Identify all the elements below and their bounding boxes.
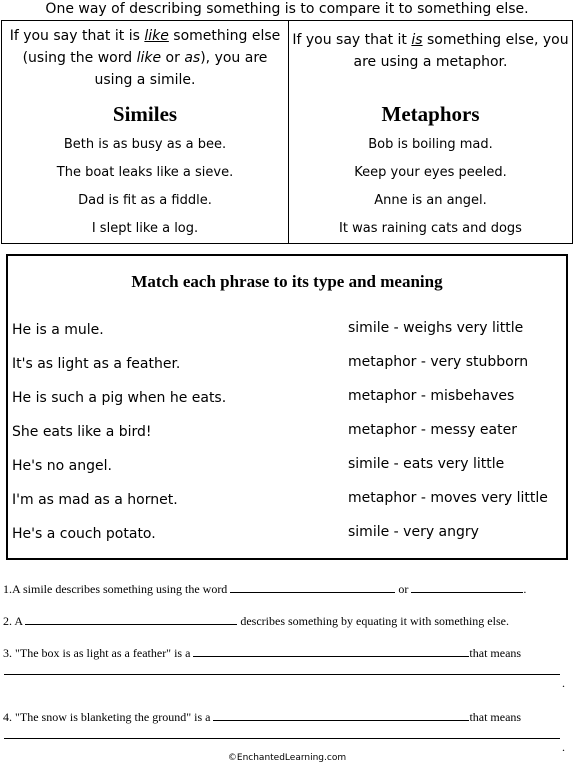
phrase-item: He is such a pig when he eats. — [12, 390, 227, 406]
metaphors-heading: Metaphors — [381, 102, 480, 126]
simile-example: Beth is as busy as a bee. — [63, 137, 227, 152]
question-4-that-means: that means — [469, 710, 522, 724]
question-1-blank-2[interactable] — [411, 580, 523, 593]
question-1-period: . — [523, 582, 527, 596]
metaphor-def-text-2: something else, you are using a metaphor. — [353, 32, 569, 70]
meaning-item: simile - very angry — [348, 524, 479, 540]
question-3-that-means: that means — [469, 646, 522, 660]
question-4 — [3, 708, 521, 725]
metaphor-definition — [289, 21, 572, 97]
phrase-item: I'm as mad as a hornet. — [12, 492, 178, 508]
simile-def-text-4: ), you are using a simile. — [94, 50, 268, 88]
question-2-blank[interactable] — [25, 612, 237, 625]
matching-title: Match each phrase to its type and meaning — [131, 272, 443, 291]
simile-def-keyword-like: like — [144, 28, 169, 44]
question-1-blank-1[interactable] — [230, 580, 395, 593]
phrase-item: It's as light as a feather. — [12, 356, 181, 372]
question-3-end-period: . — [562, 676, 565, 690]
question-3 — [3, 644, 521, 661]
matching-exercise — [6, 254, 568, 560]
meaning-item: metaphor - messy eater — [348, 422, 517, 438]
question-2 — [3, 612, 509, 629]
phrase-item: He is a mule. — [12, 322, 104, 338]
metaphor-example: It was raining cats and dogs — [339, 221, 522, 236]
question-4-text: 4. "The snow is blanketing the ground" is a — [3, 710, 211, 724]
simile-def-text-2: something else (using the word — [22, 28, 281, 66]
definitions-box — [1, 20, 573, 244]
metaphor-example: Bob is boiling mad. — [368, 137, 493, 152]
question-2-text: 2. A — [3, 614, 23, 628]
similes-heading: Similes — [112, 102, 178, 126]
intro-sentence: One way of describing something is to compare it to something else. — [45, 1, 529, 17]
simile-example: I slept like a log. — [91, 221, 199, 236]
simile-def-word-as: as — [184, 50, 201, 66]
question-3-text: 3. "The box is as light as a feather" is a — [3, 646, 191, 660]
question-3-type-blank[interactable] — [193, 644, 469, 657]
metaphor-example: Anne is an angel. — [374, 193, 487, 208]
phrase-item: She eats like a bird! — [12, 424, 152, 440]
simile-def-text-1: If you say that it is — [9, 28, 145, 44]
similes-column — [2, 21, 288, 243]
question-4-end-period: . — [562, 740, 565, 754]
question-1 — [3, 580, 526, 597]
phrase-item: He's a couch potato. — [12, 526, 156, 542]
simile-example: The boat leaks like a sieve. — [56, 165, 234, 180]
metaphor-example: Keep your eyes peeled. — [354, 165, 507, 180]
question-4-type-blank[interactable] — [213, 708, 469, 721]
question-3-meaning-blank[interactable] — [4, 674, 560, 675]
metaphor-def-text-1: If you say that it — [292, 32, 412, 48]
copyright-footer: ©EnchantedLearning.com — [227, 753, 347, 763]
metaphor-def-keyword-is: is — [411, 32, 423, 48]
meaning-item: metaphor - moves very little — [348, 490, 548, 506]
question-2-text-end: describes something by equating it with something else. — [240, 614, 509, 628]
metaphors-column — [289, 21, 572, 243]
question-4-meaning-blank[interactable] — [4, 738, 560, 739]
simile-def-word-like: like — [136, 50, 162, 66]
meaning-item: simile - eats very little — [348, 456, 505, 472]
simile-example: Dad is fit as a fiddle. — [78, 193, 212, 208]
meaning-item: simile - weighs very little — [348, 320, 524, 336]
phrase-item: He's no angel. — [12, 458, 112, 474]
question-1-or: or — [398, 582, 409, 596]
meaning-item: metaphor - very stubborn — [348, 354, 529, 370]
meaning-item: metaphor - misbehaves — [348, 388, 515, 404]
question-1-text: 1.A simile describes something using the word — [3, 582, 228, 596]
simile-definition — [2, 21, 288, 97]
simile-def-text-3: or — [161, 50, 185, 66]
